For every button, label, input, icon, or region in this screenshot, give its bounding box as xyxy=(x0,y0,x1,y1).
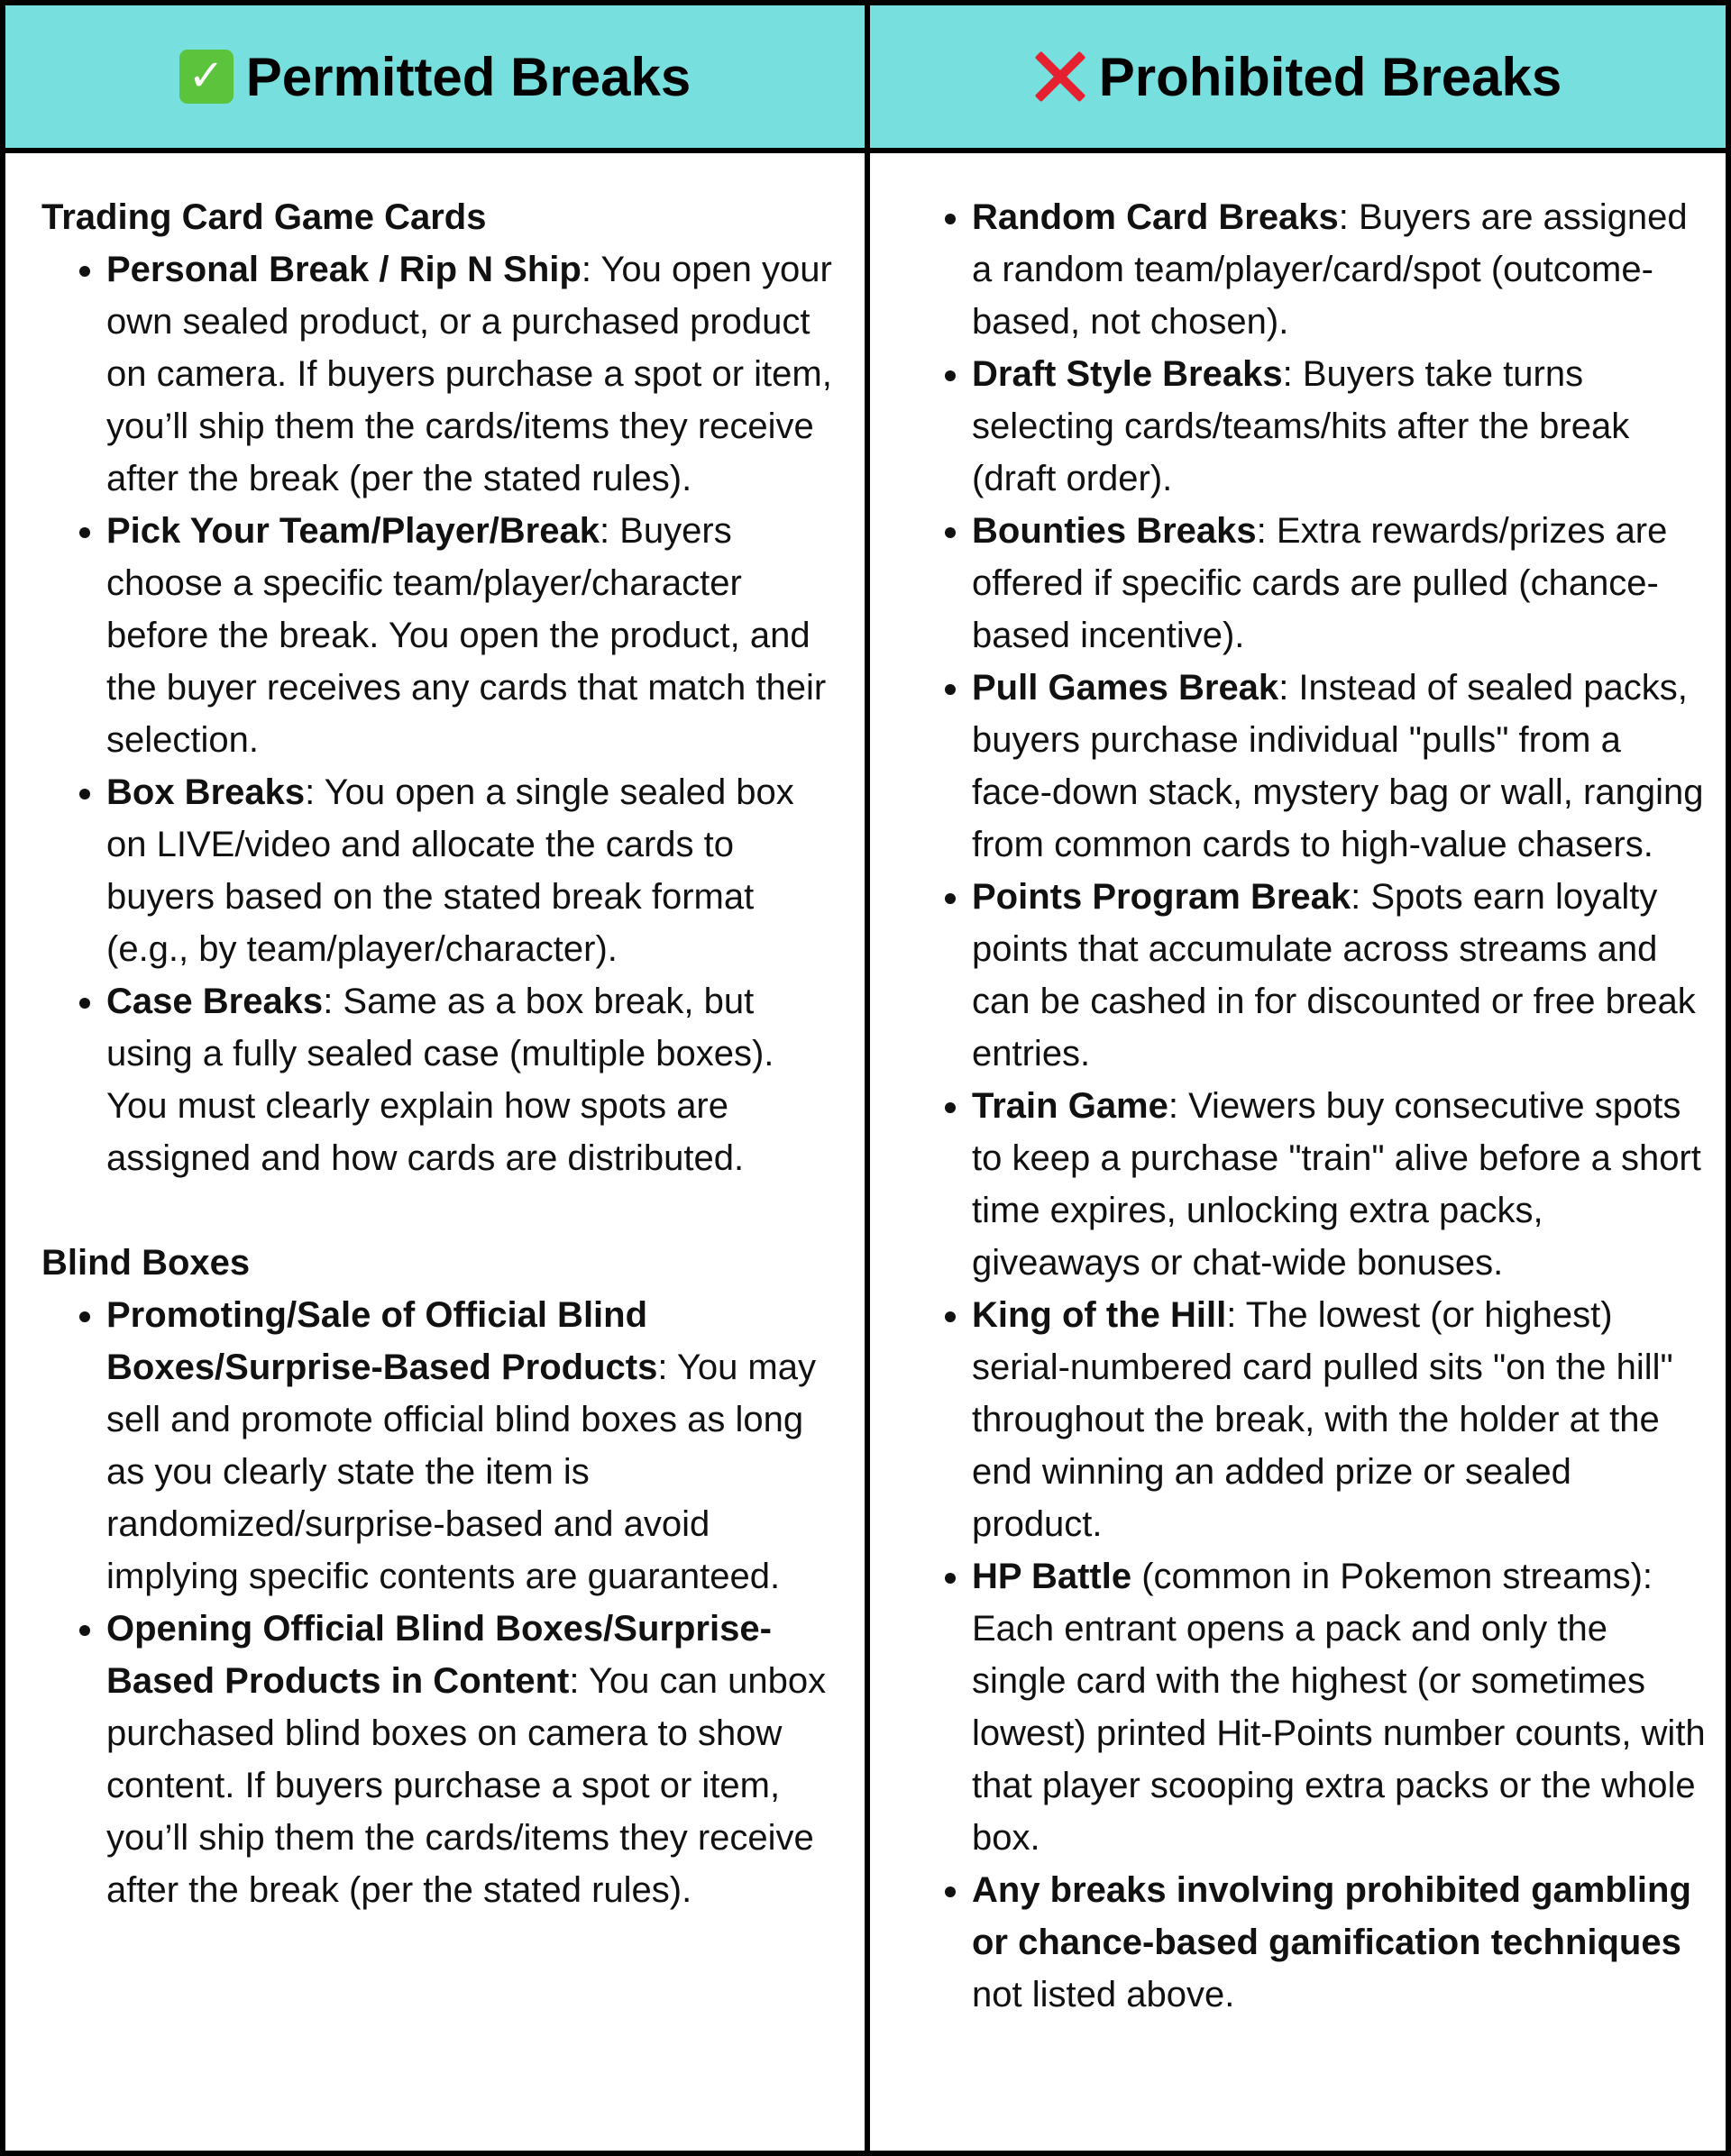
prohibited-list xyxy=(907,191,1709,2021)
list-item-text: : Viewers buy consecutive spots to keep a purchase "train" alive before a short time expires, unlocking extra packs, giveaways or chat-wide bonuses. xyxy=(972,1086,1701,1283)
check-mark-icon: ✓ xyxy=(179,50,234,104)
list-item xyxy=(972,871,1709,1080)
list-item-text: : Same as a box break, but using a fully sealed case (multiple boxes). You must clearly explain how spots are assigned and how cards are distributed. xyxy=(106,982,774,1178)
list-item xyxy=(972,348,1709,505)
list-item-text: : Instead of sealed packs, buyers purchase individual "pulls" from a face-down stack, mystery bag or wall, ranging from common cards to high-value chasers. xyxy=(972,668,1704,864)
list-item-text: : Buyers are assigned a random team/player/card/spot (outcome-based, not chosen). xyxy=(972,197,1688,342)
list-item-text: : You may sell and promote official blind boxes as long as you clearly state the item is randomized/surprise-based and avoid implying specific contents are guaranteed. xyxy=(106,1348,816,1596)
list-item-text: : You open a single sealed box on LIVE/video and allocate the cards to buyers based on the stated break format (e.g., by team/player/character). xyxy=(106,772,794,969)
blind-boxes-list xyxy=(41,1289,844,1916)
list-item xyxy=(106,1603,844,1916)
list-item-term: Case Breaks xyxy=(106,982,324,1021)
list-item-term: Box Breaks xyxy=(106,772,306,812)
list-item-term: Pick Your Team/Player/Break xyxy=(106,511,600,551)
list-item xyxy=(106,505,844,766)
prohibited-column xyxy=(907,191,1709,2021)
list-item-term: Points Program Break xyxy=(972,877,1351,917)
permitted-title: Permitted Breaks xyxy=(245,46,691,107)
section-title-blind-boxes: Blind Boxes xyxy=(41,1243,251,1283)
list-item-term: Any breaks involving prohibited gambling or chance-based gamification techniques xyxy=(972,1870,1691,1962)
list-item-text: : The lowest (or highest) serial-numbered card pulled sits "on the hill" throughout the break, with the holder at the end winning an added prize or sealed product. xyxy=(972,1295,1673,1544)
prohibited-header xyxy=(870,5,1726,148)
list-item-term: HP Battle xyxy=(972,1557,1132,1596)
list-item xyxy=(972,191,1709,348)
list-item-text: : Extra rewards/prizes are offered if specific cards are pulled (chance-based incentive). xyxy=(972,511,1668,655)
list-item-term: Random Card Breaks xyxy=(972,197,1339,237)
list-item-term: Opening Official Blind Boxes/Surprise-Based Products in Content xyxy=(106,1609,772,1701)
list-item xyxy=(972,1550,1709,1864)
list-item xyxy=(106,1289,844,1603)
list-item xyxy=(972,505,1709,662)
list-item-text: : You open your own sealed product, or a purchased product on camera. If buyers purchase a spot or item, you’ll ship them the cards/items they receive after the break (per the stated rules). xyxy=(106,250,832,498)
list-item-term: Bounties Breaks xyxy=(972,511,1257,551)
list-item xyxy=(106,243,844,505)
list-item-text: : Buyers take turns selecting cards/teams/hits after the break (draft order). xyxy=(972,354,1630,498)
list-item-text: (common in Pokemon streams): Each entrant opens a pack and only the single card with the highest (or sometimes lowest) printed Hit-Points number counts, with that player scooping extra packs or the whole box. xyxy=(972,1557,1706,1858)
list-item-text: : Spots earn loyalty points that accumulate across streams and can be cashed in for discounted or free break entries. xyxy=(972,877,1696,1073)
section-title-tcg: Trading Card Game Cards xyxy=(41,197,487,237)
list-item-term: Train Game xyxy=(972,1086,1168,1126)
permitted-header xyxy=(5,5,865,148)
list-item-text: : Buyers choose a specific team/player/character before the break. You open the product, and the buyer receives any cards that match their selection. xyxy=(106,511,827,760)
list-item-term: Personal Break / Rip N Ship xyxy=(106,250,582,289)
list-item xyxy=(106,766,844,975)
list-item xyxy=(106,975,844,1184)
list-item xyxy=(972,1080,1709,1289)
list-item-term: Draft Style Breaks xyxy=(972,354,1283,394)
list-item-term: Promoting/Sale of Official Blind Boxes/Surprise-Based Products xyxy=(106,1295,658,1387)
prohibited-title: Prohibited Breaks xyxy=(1098,46,1562,107)
list-item-term: Pull Games Break xyxy=(972,668,1279,708)
list-item-text: : You can unbox purchased blind boxes on camera to show content. If buyers purchase a spot or item, you’ll ship them the cards/items they receive after the break (per the stated rules). xyxy=(106,1661,827,1910)
list-item xyxy=(972,662,1709,871)
cross-mark-icon xyxy=(1034,50,1086,103)
tcg-list xyxy=(41,243,844,1184)
permitted-column xyxy=(41,191,844,1916)
list-item xyxy=(972,1289,1709,1550)
section-spacer xyxy=(41,1184,844,1237)
list-item xyxy=(972,1864,1709,2021)
list-item-term: King of the Hill xyxy=(972,1295,1227,1335)
column-divider xyxy=(865,5,870,2151)
list-item-text: not listed above. xyxy=(972,1975,1235,2014)
